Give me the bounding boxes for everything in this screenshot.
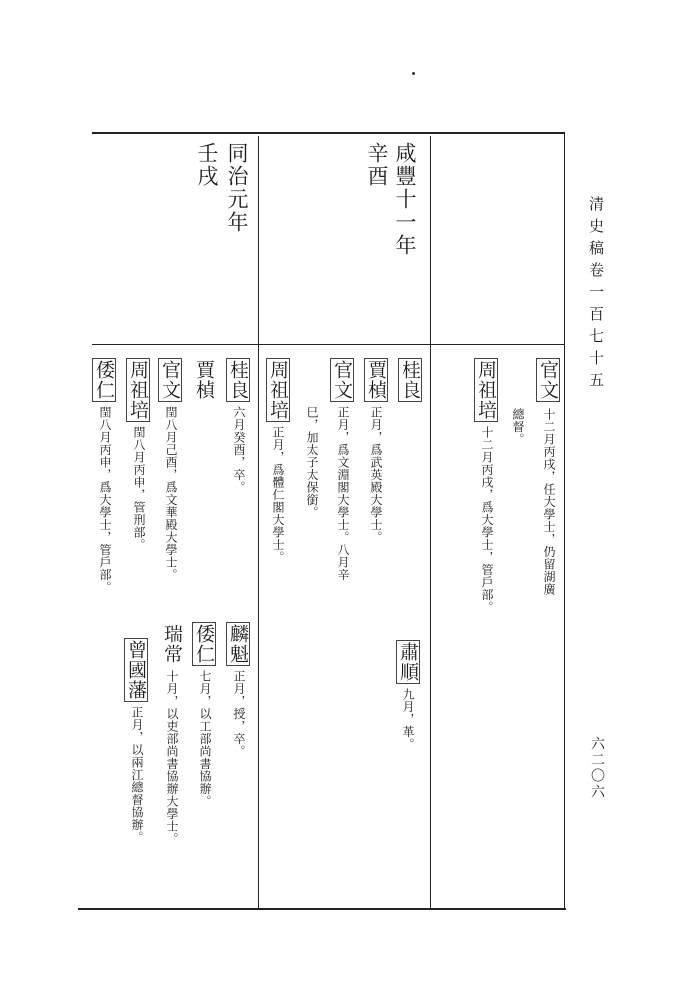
column-divider-1 <box>430 136 431 908</box>
entry-name: 官文 <box>537 360 559 400</box>
name-box <box>398 358 422 402</box>
top-border-line <box>92 132 564 134</box>
name-box <box>474 358 498 422</box>
entry-name: 麟魁 <box>227 624 249 664</box>
entry-name: 桂良 <box>399 360 421 400</box>
entry-note: 九月，革。 <box>401 688 415 751</box>
entry-name: 瑞常 <box>161 624 183 664</box>
year-row-divider <box>92 344 564 345</box>
bottom-border-line <box>78 908 566 910</box>
entry-name: 肅順 <box>397 642 419 682</box>
entry-note: 正月，以兩江總督協辦。 <box>130 706 144 844</box>
name-box <box>330 358 354 402</box>
year-ganzhi-1: 辛酉 <box>365 142 389 188</box>
name-box <box>158 358 182 402</box>
name-box <box>396 640 420 684</box>
book-title: 清史稿卷一百七十五 <box>587 196 605 394</box>
entry-name: 賈楨 <box>193 360 215 400</box>
entry-note: 總督。 <box>511 408 525 446</box>
entry-name: 周祖培 <box>475 360 497 420</box>
entry-name: 曾國藩 <box>125 640 147 700</box>
entry-note: 十二月丙戌，爲大學士，管戶部。 <box>480 426 494 614</box>
name-box <box>226 358 250 402</box>
entry-name: 周祖培 <box>127 360 149 420</box>
entry-name: 桂良 <box>227 360 249 400</box>
name-box <box>536 358 560 402</box>
entry-name: 倭仁 <box>193 624 215 664</box>
entry-note: 閏八月己酉，爲文華殿大學士。 <box>164 406 178 581</box>
name-box <box>364 358 388 402</box>
entry-note: 閏八月丙申，管刑部。 <box>132 426 146 551</box>
name-box <box>226 622 250 666</box>
entry-note: 閏八月丙申，爲大學士，管戶部。 <box>98 406 112 594</box>
year-era-1: 咸豐十一年 <box>393 142 417 257</box>
name-box <box>126 358 150 422</box>
entry-note: 七月，以工部尚書協辦。 <box>198 670 212 808</box>
year-era-2: 同治元年 <box>225 142 249 234</box>
entry-name: 官文 <box>159 360 181 400</box>
name-box <box>192 622 216 666</box>
entry-note: 巳，加太子太保銜。 <box>305 406 319 519</box>
entry-note: 正月，爲武英殿大學士。 <box>369 406 383 544</box>
entry-note: 正月，爲體仁閣大學士。 <box>271 426 285 564</box>
column-divider-2 <box>258 136 259 908</box>
entry-name: 賈楨 <box>365 360 387 400</box>
name-box <box>92 358 116 402</box>
scan-mark <box>412 72 415 75</box>
page-number: 六二〇六 <box>589 736 605 800</box>
entry-name: 倭仁 <box>93 360 115 400</box>
name-box <box>124 638 148 702</box>
entry-note: 正月，爲文淵閣大學士。八月辛 <box>336 406 350 581</box>
right-frame-line <box>564 132 565 910</box>
entry-name: 官文 <box>331 360 353 400</box>
entry-note: 正月，授，卒。 <box>232 670 246 758</box>
entry-note: 六月癸酉，卒。 <box>232 406 246 494</box>
year-ganzhi-2: 壬戌 <box>195 142 219 188</box>
entry-name: 周祖培 <box>267 360 289 420</box>
entry-note: 十月，以吏部尚書協辦大學士。 <box>165 670 179 845</box>
name-box <box>266 358 290 422</box>
entry-note: 十二月丙戌，任大學士，仍留湖廣 <box>542 408 556 596</box>
